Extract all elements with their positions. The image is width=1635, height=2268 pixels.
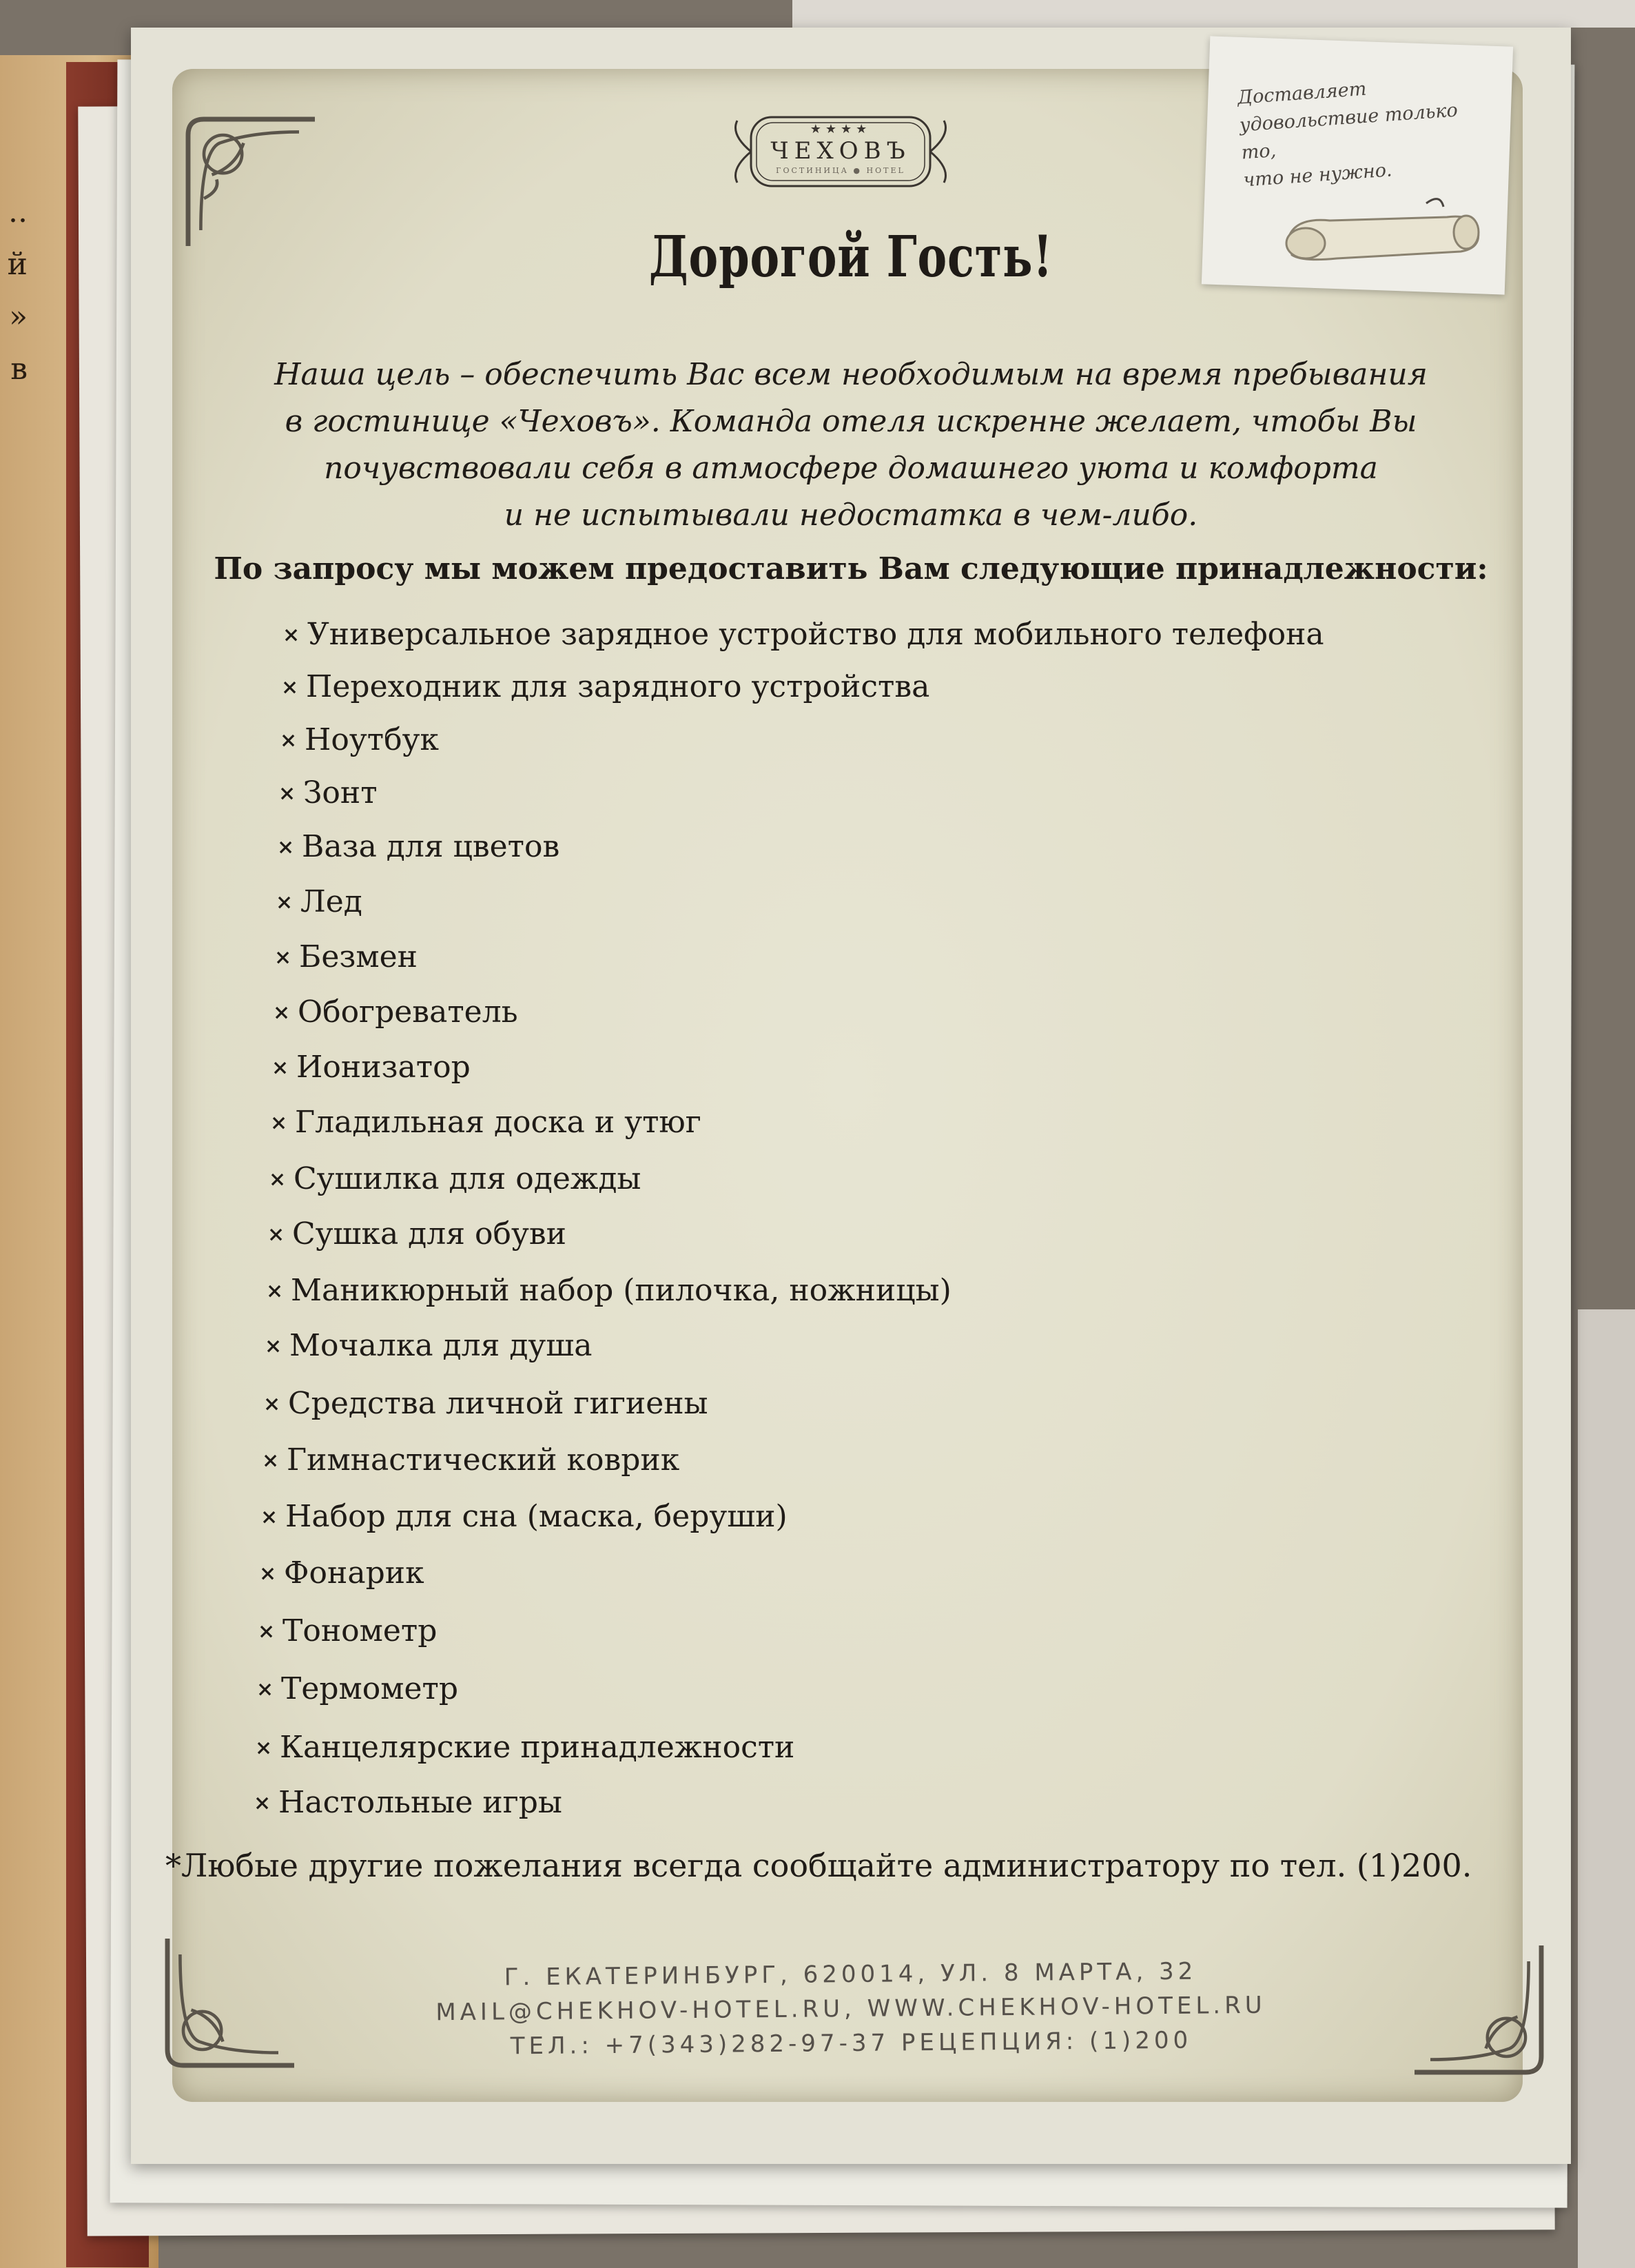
note-text <box>1237 68 1492 195</box>
book-text-line: й <box>7 247 28 282</box>
list-item-label: Ионизатор <box>296 1050 471 1085</box>
cross-bullet-icon: × <box>282 623 300 647</box>
list-item <box>259 1555 424 1591</box>
list-item <box>256 1671 458 1706</box>
list-item-label: Средства личной гигиены <box>288 1386 708 1421</box>
list-item-label: Гимнастический коврик <box>287 1442 680 1478</box>
list-item-label: Канцелярские принадлежности <box>280 1730 795 1765</box>
list-item <box>282 617 1324 652</box>
list-item-label: Набор для сна (маска, беруши) <box>285 1499 788 1534</box>
address-line: MAIL@CHEKHOV-HOTEL.RU, WWW.CHEKHOV-HOTEL.RU <box>435 1991 1266 2027</box>
list-item-label: Ваза для цветов <box>302 829 560 864</box>
list-item <box>273 994 518 1030</box>
hotel-address <box>130 1951 1571 2067</box>
cross-bullet-icon: × <box>265 1334 282 1358</box>
list-item <box>281 669 929 704</box>
intro-line: и не испытывали недостатка в чем-либо. <box>504 498 1198 533</box>
logo-subtitle: ГОСТИНИЦА ● HOTEL <box>776 166 905 175</box>
list-item-label: Маникюрный набор (пилочка, ножницы) <box>291 1273 952 1308</box>
background-paper <box>792 0 1635 28</box>
cross-bullet-icon: × <box>270 1111 288 1135</box>
intro-paragraph <box>227 351 1474 539</box>
list-item <box>276 884 362 919</box>
list-item <box>270 1105 701 1140</box>
cross-bullet-icon: × <box>269 1167 287 1192</box>
cross-bullet-icon: × <box>274 946 292 970</box>
page-title: Дорогой Гость! <box>648 224 1053 290</box>
list-item-label: Гладильная доска и утюг <box>295 1105 701 1140</box>
list-item <box>266 1273 952 1308</box>
note-line: Доставляет <box>1237 78 1368 109</box>
cross-bullet-icon: × <box>281 675 299 699</box>
note-line: удовольствие только то, <box>1238 99 1459 164</box>
intro-line: в гостинице «Чеховъ». Команда отеля искренне желает, чтобы Вы <box>285 404 1417 439</box>
list-item <box>254 1785 562 1820</box>
address-line: Г. ЕКАТЕРИНБУРГ, 620014, УЛ. 8 МАРТА, 32 <box>504 1957 1197 1992</box>
list-item-label: Безмен <box>299 939 418 974</box>
background-book-text <box>0 186 28 396</box>
cross-bullet-icon: × <box>277 835 295 859</box>
list-item-label: Зонт <box>303 775 378 810</box>
cross-bullet-icon: × <box>260 1505 278 1529</box>
list-item <box>262 1442 679 1478</box>
book-text-line: » <box>9 299 28 334</box>
cross-bullet-icon: × <box>276 890 294 915</box>
list-item-label: Сушка для обуви <box>292 1216 566 1252</box>
address-line: ТЕЛ.: +7(343)282-97-37 РЕЦЕПЦИЯ: (1)200 <box>510 2026 1193 2061</box>
cross-bullet-icon: × <box>271 1056 289 1080</box>
list-item-label: Обогреватель <box>298 994 518 1030</box>
list-item <box>274 939 418 974</box>
list-item-label: Переходник для зарядного устройства <box>306 669 930 704</box>
intro-line: Наша цель – обеспечить Вас всем необходимым на время пребывания <box>274 357 1428 392</box>
list-item-label: Лед <box>300 884 362 919</box>
background-desk <box>1578 1309 1635 2268</box>
cross-bullet-icon: × <box>278 781 296 806</box>
list-item-label: Ноутбук <box>305 722 439 757</box>
book-text-line: .. <box>8 194 28 229</box>
list-item <box>263 1386 708 1421</box>
guest-letter <box>131 28 1571 2164</box>
list-item-label: Термометр <box>281 1671 459 1706</box>
offer-heading: По запросу мы можем предоставить Вам следующие принадлежности: <box>214 551 1488 586</box>
hotel-logo <box>723 107 958 196</box>
cross-bullet-icon: × <box>258 1620 276 1644</box>
list-item <box>258 1613 437 1648</box>
cross-bullet-icon: × <box>267 1223 285 1247</box>
list-item <box>255 1730 794 1765</box>
list-item-label: Настольные игры <box>278 1785 562 1820</box>
list-item-label: Мочалка для душа <box>289 1328 593 1363</box>
list-item-label: Фонарик <box>284 1555 424 1591</box>
logo-name: ЧЕХОВЪ <box>770 137 911 165</box>
logo-stars: ★★★★ <box>810 122 872 136</box>
list-item <box>265 1328 592 1363</box>
book-text-line: в <box>10 351 28 387</box>
list-item <box>278 775 378 810</box>
footnote: *Любые другие пожелания всегда сообщайте администратору по тел. (1)200. <box>165 1847 1472 1884</box>
list-item <box>271 1050 471 1085</box>
cross-bullet-icon: × <box>263 1392 281 1416</box>
list-item-label: Сушилка для одежды <box>294 1161 641 1196</box>
list-item-label: Тонометр <box>282 1613 438 1648</box>
intro-line: почувствовали себя в атмосфере домашнего уюта и комфорта <box>324 451 1378 486</box>
cross-bullet-icon: × <box>259 1562 277 1586</box>
cross-bullet-icon: × <box>254 1791 271 1815</box>
note-line: что не нужно. <box>1242 159 1393 192</box>
list-item <box>269 1161 641 1196</box>
list-item <box>260 1499 788 1534</box>
cross-bullet-icon: × <box>255 1736 273 1760</box>
cross-bullet-icon: × <box>280 728 298 753</box>
cross-bullet-icon: × <box>266 1279 284 1303</box>
list-item <box>280 722 439 757</box>
cross-bullet-icon: × <box>256 1677 274 1702</box>
list-item-label: Универсальное зарядное устройство для мобильного телефона <box>307 617 1324 652</box>
cross-bullet-icon: × <box>262 1449 280 1473</box>
list-item <box>277 829 559 864</box>
cross-bullet-icon: × <box>273 1001 291 1025</box>
list-item <box>267 1216 566 1252</box>
